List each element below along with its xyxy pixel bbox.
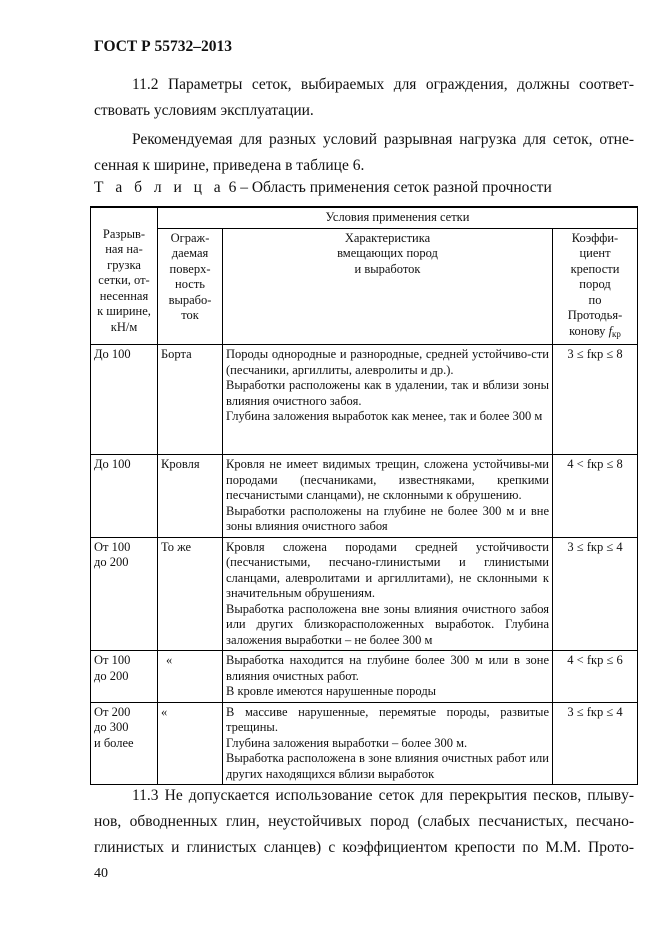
header-coefficient-symbol: f <box>608 323 613 338</box>
cell-coefficient: 3 ≤ fкр ≤ 8 <box>553 345 638 455</box>
paragraph-11-3 <box>94 783 634 861</box>
header-coefficient <box>553 228 638 345</box>
paragraph-line: 11.2 Параметры сеток, выбираемых для ограждения, должны соответ- <box>132 76 634 93</box>
paragraph-11-2 <box>94 72 634 124</box>
document-header: ГОСТ Р 55732–2013 <box>94 38 232 55</box>
cell-surface: Борта <box>158 345 223 455</box>
cell-description: Выработка находится на глубине более 300 м или в зоне влияния очистных работ. В кровле имеются нарушенные породы <box>223 651 553 703</box>
cell-load: От 100 до 200 <box>91 537 158 651</box>
page-number: 40 <box>94 866 108 881</box>
header-conditions: Условия применения сетки <box>158 207 638 228</box>
paragraph-line: ствовать условиям эксплуатации. <box>94 102 314 119</box>
paragraph-line: глинистых и глинистых сланцев) с коэффициентом крепости по М.М. Прото- <box>94 839 634 856</box>
cell-surface: « <box>158 702 223 785</box>
cell-surface: То же <box>158 537 223 651</box>
cell-coefficient: 3 ≤ fкр ≤ 4 <box>553 537 638 651</box>
application-table <box>90 206 638 785</box>
cell-load: От 100 до 200 <box>91 651 158 703</box>
table-caption-prefix: Т а б л и ц а <box>94 179 225 196</box>
cell-load: До 100 <box>91 345 158 455</box>
table-row <box>91 455 638 538</box>
table-row <box>91 651 638 703</box>
cell-description: Кровля сложена породами средней устойчивости (песчанистыми, песчано-глинистыми и глинистыми сланцами, алевролитами и аргиллитами), не склонными к значительным обрушениям. Выработка расположена вне зоны влияния очистного забоя или других близкорасположенных выработок. Глубина заложения выработки – не более 300 м <box>223 537 553 651</box>
header-surface: Ограж- даемая поверх- ность вырабо- ток <box>158 228 223 345</box>
cell-coefficient: 4 < fкр ≤ 6 <box>553 651 638 703</box>
paragraph-line: Рекомендуемая для разных условий разрывная нагрузка для сеток, отне- <box>132 131 634 148</box>
cell-coefficient: 4 < fкр ≤ 8 <box>553 455 638 538</box>
header-characteristic: Характеристика вмещающих пород и выработок <box>223 228 553 345</box>
header-coefficient-sub: кр <box>612 328 621 339</box>
cell-description: В массиве нарушенные, перемятые породы, развитые трещины. Глубина заложения выработки – более 300 м. Выработка расположена в зоне влияния очистных работ или других находящихся вблизи выработок <box>223 702 553 785</box>
header-coefficient-text: Коэффи- циент крепости пород по Протодья- конову <box>567 230 623 338</box>
paragraph-line: нов, обводненных глин, неустойчивых пород (слабых песчанистых, песчано- <box>94 813 634 830</box>
cell-coefficient: 3 ≤ fкр ≤ 4 <box>553 702 638 785</box>
cell-load: От 200 до 300 и более <box>91 702 158 785</box>
table-row <box>91 702 638 785</box>
table-row <box>91 345 638 455</box>
cell-description: Породы однородные и разнородные, средней устойчиво-сти (песчаники, аргиллиты, алевролиты и др.). Выработки расположены как в удалении, так и вблизи зоны влияния очистного забоя. Глубина заложения выработок как менее, так и более 300 м <box>223 345 553 455</box>
table-caption <box>94 179 552 197</box>
paragraph-line: 11.3 Не допускается использование сеток для перекрытия песков, плывy- <box>132 787 634 804</box>
paragraph-line: сенная к ширине, приведена в таблице 6. <box>94 157 365 174</box>
cell-description: Кровля не имеет видимых трещин, сложена устойчивы-ми породами (песчаниками, известняками, крепкими песчанистыми сланцами), не склонными к обрушению. Выработки расположены на глубине не более 300 м и вне зоны влияния очистного забоя <box>223 455 553 538</box>
cell-load: До 100 <box>91 455 158 538</box>
cell-surface: « <box>158 651 223 703</box>
paragraph-recommended <box>94 127 634 179</box>
table-row <box>91 537 638 651</box>
header-load: Разрыв- ная на- грузка сетки, от- несенная к ширине, кН/м <box>91 207 158 345</box>
table-caption-text: 6 – Область применения сеток разной прочности <box>224 179 552 196</box>
cell-surface: Кровля <box>158 455 223 538</box>
